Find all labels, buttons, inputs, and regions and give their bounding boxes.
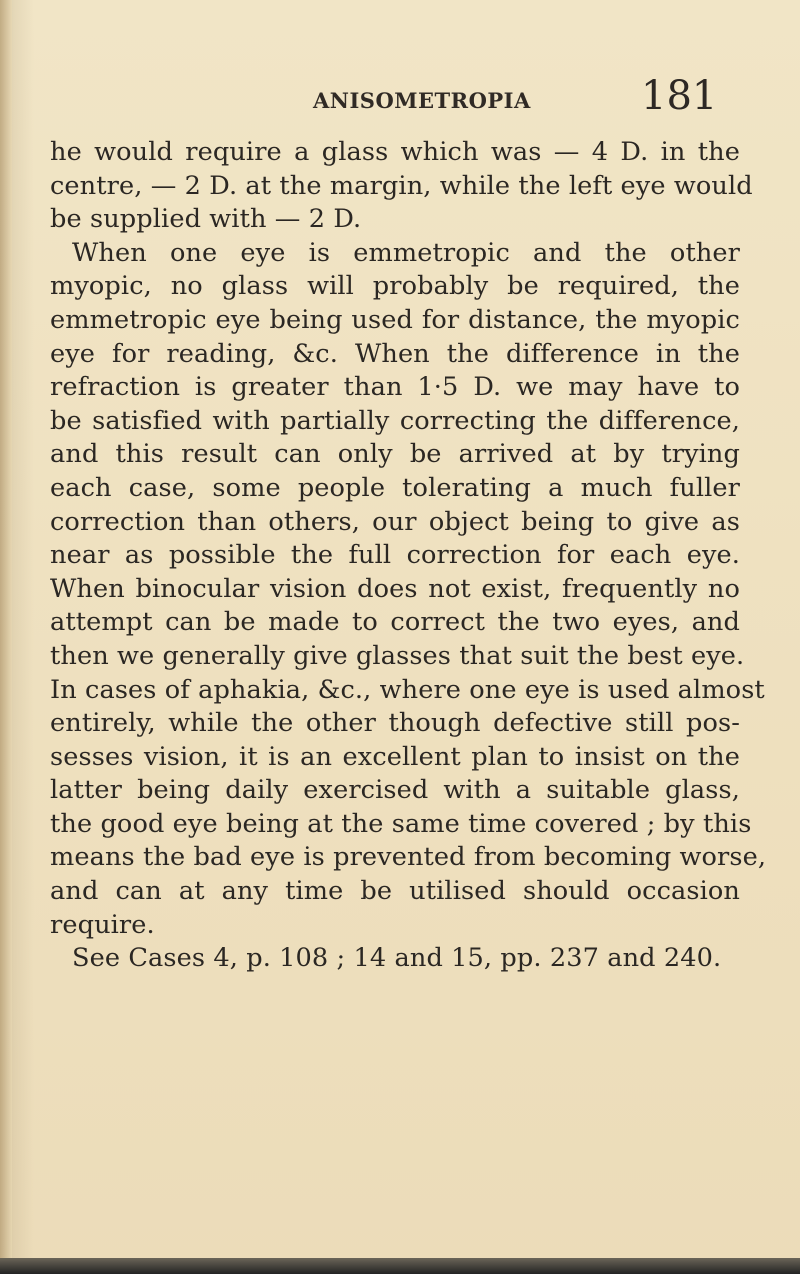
text-line-16: then we generally give glasses that suit the best eye. — [50, 640, 745, 671]
text-line-22: means the bad eye is prevented from becoming worse, — [50, 842, 767, 873]
running-head: ANISOMETROPIA — [313, 88, 531, 113]
text-line-7: eye for reading, &c. When the difference in the — [50, 338, 740, 369]
text-line-18: entirely, while the other though defective still pos- — [50, 708, 740, 739]
text-line-10: and this result can only be arrived at by trying — [50, 439, 740, 470]
text-line-4: When one eye is emmetropic and the other — [72, 237, 740, 268]
body-text — [50, 136, 767, 976]
text-line-3: be supplied with — 2 D. — [50, 204, 362, 235]
text-line-11: each case, some people tolerating a much fuller — [50, 472, 740, 503]
text-line-1: he would require a glass which was — 4 D. in the — [50, 137, 740, 167]
page-header — [0, 73, 800, 128]
text-line-24: require. — [50, 909, 155, 940]
text-line-23: and can at any time be utilised should occasion — [50, 876, 740, 907]
text-line-13: near as possible the full correction for each eye. — [50, 540, 740, 571]
text-line-2: centre, — 2 D. at the margin, while the left eye would — [50, 170, 753, 201]
text-line-15: attempt can be made to correct the two eyes, and — [50, 607, 740, 638]
text-line-19: sesses vision, it is an excellent plan to insist on the — [50, 741, 740, 772]
bottom-page-edge — [0, 1258, 800, 1274]
page-number: 181 — [641, 73, 718, 119]
text-line-21: the good eye being at the same time covered ; by this — [50, 808, 752, 839]
text-line-25: See Cases 4, p. 108 ; 14 and 15, pp. 237 and 240. — [72, 943, 722, 974]
text-line-6: emmetropic eye being used for distance, the myopic — [50, 304, 740, 335]
text-line-17: In cases of aphakia, &c., where one eye is used almost — [50, 674, 765, 705]
text-line-12: correction than others, our object being to give as — [50, 506, 740, 537]
text-line-5: myopic, no glass will probably be required, the — [50, 271, 740, 302]
page-binding-shadow — [0, 0, 12, 1274]
text-line-20: latter being daily exercised with a suitable glass, — [50, 775, 740, 806]
text-line-9: be satisfied with partially correcting the difference, — [50, 405, 740, 436]
text-line-14: When binocular vision does not exist, frequently no — [50, 573, 740, 604]
text-line-8: refraction is greater than 1·5 D. we may have to — [50, 372, 740, 403]
